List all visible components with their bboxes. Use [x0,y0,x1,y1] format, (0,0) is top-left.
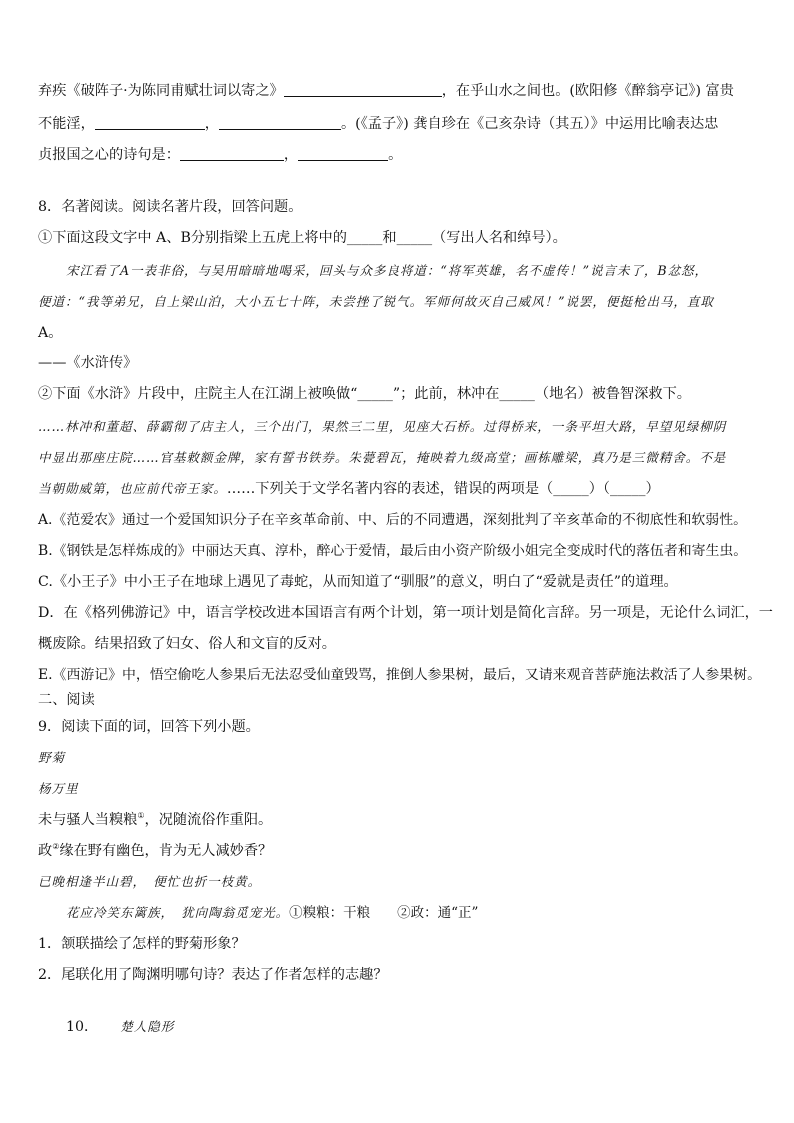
footnote-marker: ② [52,842,60,851]
excerpt-line: 宋江看了A一表非俗，与吴用暗暗地喝采，回头与众多良将道：“将军英雄，名不虚传！”说言未了，B忿怒， [66,263,709,278]
q7-text: ，在乎山水之间也。(欧阳修《醉翁亭记》) 富贵 [441,83,734,99]
q7-line-1 [38,82,734,100]
question-text: ……下列关于文学名著内容的表述，错误的两项是（_____）（_____） [226,481,660,497]
answer-blank[interactable] [219,115,341,130]
excerpt-line: ……林冲和董超、薛霸彻了店主人，三个出门，果然三二里，见座大石桥。过得桥来，一条平坦大路，早望见绿柳阴 [38,419,727,434]
excerpt-line: A。 [38,325,63,341]
poem-text: 未与骚人当糗粮 [38,812,138,828]
q10-heading [66,1018,174,1036]
q7-text: 。(《孟子》) 龚自珍在《己亥杂诗（其五）》中运用比喻表达忠 [340,116,719,132]
excerpt-line [38,480,660,498]
poem-text: ，况随流俗作重阳。 [144,812,273,828]
poem-text: 缘在野有幽色，肯为无人减妙香？ [59,843,273,859]
option-d-cont: 概废除。结果招致了妇女、俗人和文盲的反对。 [38,636,336,652]
q10-number: 10． [66,1019,99,1035]
option-e: E.《西游记》中，悟空偷吃人参果后无法忍受仙童毁骂，推倒人参果树，最后，又请来观音菩萨施法救活了人参果树。 [38,667,761,683]
q7-text: 不能淫， [38,116,95,132]
poem-line-3: 已晚相逢半山碧， 便忙也折一枝黄。 [38,874,262,889]
excerpt-line: 中显出那座庄院……官基敕额金牌，家有誓书铁券。朱甍碧瓦，掩映着九级高堂；画栋雕梁，真乃是三微精舍。不是 [38,450,727,465]
q10-title: 楚人隐形 [120,1019,175,1034]
q9-sub-2: 2．尾联化用了陶渊明哪句诗？表达了作者怎样的志趣？ [38,967,388,983]
q8-part-1: ①下面这段文字中 A、B分别指梁上五虎上将中的_____和_____（写出人名和绰号）。 [38,230,567,246]
answer-blank[interactable] [180,146,284,161]
q7-line-3 [38,146,402,164]
option-a: A.《范爱农》通过一个爱国知识分子在辛亥革命前、中、后的不同遭遇，深刻批判了辛亥革命的不彻底性和软弱性。 [38,512,747,528]
footnote-marker: ① [137,811,145,820]
excerpt-line: 便道：“我等弟兄，自上梁山泊，大小五七十阵，未尝挫了锐气。军师何故灭自己威风！”说罢，便挺枪出马，直取 [38,294,714,309]
q7-text: 贞报国之心的诗句是： [38,147,180,163]
answer-blank[interactable] [284,82,442,97]
q7-line-2 [38,115,718,133]
poem-line-2 [38,842,272,860]
q7-text: 。 [388,147,403,163]
poem-text: 政 [38,843,53,859]
poem-line-1 [38,811,272,829]
poem-line-4-and-notes [66,904,478,922]
q9-sub-1: 1．颔联描绘了怎样的野菊形象？ [38,936,246,952]
poem-footnotes: ①糗粮：干粮 ②政：通“正” [289,905,479,921]
section-heading: 二、阅读 [38,692,95,708]
q8-part-2: ②下面《水浒》片段中，庄院主人在江湖上被唤做“_____”；此前，林冲在_____（地名）被鲁智深救下。 [38,386,691,402]
option-b: B.《钢铁是怎样炼成的》中丽达天真、淳朴，醉心于爱情，最后由小资产阶级小姐完全变成时代的落伍者和寄生虫。 [38,543,748,559]
q9-title: 9．阅读下面的词，回答下列小题。 [38,719,260,735]
excerpt-source: ——《水浒传》 [38,355,138,371]
answer-blank[interactable] [298,146,388,161]
option-d: D．在《格列佛游记》中，语言学校改进本国语言有两个计划，第一项计划是简化言辞。另一项是，无论什么词汇，一 [38,605,773,621]
q7-text: ， [283,147,299,163]
q7-text: ， [204,116,219,132]
q8-title: 8．名著阅读。阅读名著片段，回答问题。 [38,199,303,215]
answer-blank[interactable] [95,115,205,130]
poem-title: 野菊 [38,750,65,765]
poem-author: 杨万里 [38,781,79,796]
poem-text: 花应冷笑东篱族， 犹向陶翁觅宠光。 [66,905,290,920]
option-c: C.《小王子》中小王子在地球上遇见了毒蛇，从而知道了“驯服”的意义，明白了“爱就是责任”的道理。 [38,574,678,590]
excerpt-text: 当朝勋威第，也应前代帝王家。 [38,481,227,496]
q7-text: 弃疾《破阵子·为陈同甫赋壮词以寄之》 [38,83,284,99]
